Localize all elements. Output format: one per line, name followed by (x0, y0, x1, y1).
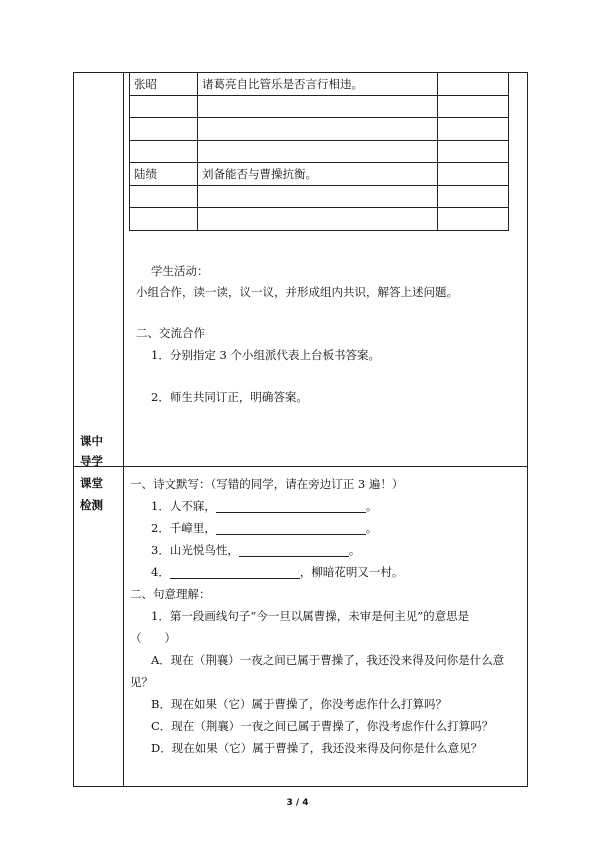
option-c: C．现在（荆襄）一夜之间已属于曹操了，你没考虑作什么打算吗？ (151, 719, 494, 733)
exchange-item-2: 2．师生共同订正，明确答案。 (151, 390, 308, 404)
table-cell-question (198, 95, 438, 118)
answer-blank[interactable] (170, 566, 300, 579)
row-divider (73, 466, 528, 467)
table-row (130, 208, 509, 231)
answer-blank[interactable] (216, 500, 366, 513)
table-cell-name: 陆绩 (130, 163, 198, 186)
table-cell-question (198, 118, 438, 141)
section-label-jiance: 检测 (80, 498, 103, 512)
table-cell-answer[interactable] (438, 185, 509, 208)
table-cell-answer[interactable] (438, 95, 509, 118)
table-cell-name: 张昭 (130, 73, 198, 96)
dictation-q3: 3．山光悦鸟性， 。 (151, 543, 361, 557)
section-label-daoxue: 导学 (80, 454, 103, 468)
activity-title: 学生活动： (151, 264, 209, 278)
table-row (130, 185, 509, 208)
table-cell-answer[interactable] (438, 73, 509, 96)
column-divider (123, 72, 124, 787)
debate-table (129, 72, 509, 231)
table-cell-name (130, 140, 198, 163)
page-number: 3 / 4 (286, 798, 309, 808)
table-cell-question (198, 208, 438, 231)
table-cell-answer[interactable] (438, 208, 509, 231)
table-row (130, 163, 509, 186)
table-row (130, 140, 509, 163)
option-a-line1: A．现在（荆襄）一夜之间已属于曹操了，我还没来得及问你是什么意 (151, 653, 505, 667)
table-cell-question: 诸葛亮自比管乐是否言行相违。 (198, 73, 438, 96)
table-row (130, 118, 509, 141)
mc-stem: 1．第一段画线句子“今一旦以属曹操，未审是何主见”的意思是 (151, 609, 470, 623)
table-row (130, 73, 509, 96)
test-title: 一、诗文默写：（写错的同学，请在旁边订正 3 遍！） (130, 477, 404, 491)
table-cell-answer[interactable] (438, 163, 509, 186)
table-cell-name (130, 95, 198, 118)
answer-blank[interactable] (216, 522, 366, 535)
table-cell-question (198, 185, 438, 208)
table-cell-answer[interactable] (438, 140, 509, 163)
option-b: B．现在如果（它）属于曹操了，你没考虑作什么打算吗？ (151, 697, 447, 711)
activity-desc: 小组合作，读一读，议一议，并形成组内共识，解答上述问题。 (136, 285, 458, 299)
section-label-ketang: 课堂 (80, 476, 103, 490)
dictation-q2: 2．千嶂里， 。 (151, 521, 378, 535)
table-cell-answer[interactable] (438, 118, 509, 141)
exchange-title: 二、交流合作 (136, 326, 205, 340)
option-a-line2: 见？ (130, 675, 153, 689)
table-cell-question (198, 140, 438, 163)
exchange-item-1: 1．分别指定 3 个小组派代表上台板书答案。 (151, 348, 380, 362)
answer-blank[interactable] (239, 544, 349, 557)
dictation-q4: 4． ，柳暗花明又一村。 (151, 565, 404, 579)
table-cell-name (130, 185, 198, 208)
mc-answer-paren: （ ） (130, 631, 176, 645)
part2-title: 二、句意理解： (130, 587, 211, 601)
dictation-q1: 1．人不寐， 。 (151, 499, 378, 513)
table-cell-question: 刘备能否与曹操抗衡。 (198, 163, 438, 186)
table-row (130, 95, 509, 118)
table-cell-name (130, 118, 198, 141)
table-cell-name (130, 208, 198, 231)
option-d: D．现在如果（它）属于曹操了，我还没来得及问你是什么意见？ (151, 741, 483, 755)
section-label-kezhong: 课中 (80, 434, 103, 448)
